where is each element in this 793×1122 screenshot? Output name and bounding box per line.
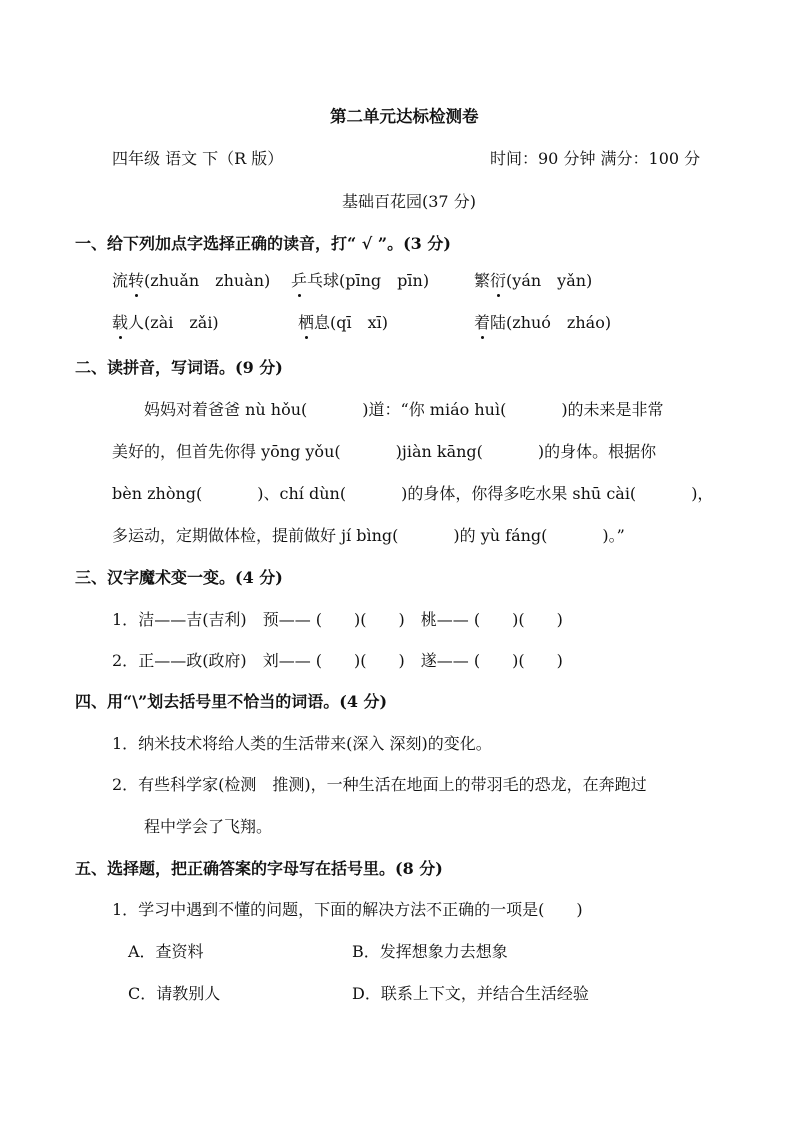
q2-text: )，: [691, 484, 714, 503]
q1-item-post: (yán yǎn): [506, 271, 593, 290]
q1-item-pre: 流: [112, 271, 129, 290]
dotted-char: 衍: [490, 271, 507, 290]
q2-line: [112, 441, 656, 463]
q2-text: )的 yù fáng(: [453, 526, 548, 545]
q3-char: 刘——: [262, 651, 311, 670]
q1-item: [112, 270, 270, 292]
q4-item: 1．纳米技术将给人类的生活带来(深入 深刻)的变化。: [112, 734, 492, 753]
time-score-info: 时间：90 分钟 满分：100 分: [490, 149, 701, 168]
dotted-char: 栖: [298, 313, 315, 332]
dotted-char: 载: [112, 313, 129, 332]
q1-item: [112, 312, 219, 334]
option-c: C．请教别人: [128, 984, 221, 1003]
q2-text: )、chí dùn(: [257, 484, 347, 503]
q3-row: [112, 650, 563, 672]
q3-heading: 三、汉字魔术变一变。(4 分): [75, 568, 283, 587]
q2-text: 多运动，定期做体检，提前做好 jí bìng(: [112, 526, 399, 545]
q3-example: 洁——吉(吉利): [138, 610, 247, 629]
q3-char: 桃——: [420, 610, 469, 629]
dotted-char: 转: [128, 271, 145, 290]
q4-item: 2．有些科学家(检测 推测)，一种生活在地面上的带羽毛的恐龙，在奔跑过: [112, 775, 647, 794]
answer-blank[interactable]: ( )( ): [468, 651, 563, 670]
answer-blank[interactable]: ( )( ): [310, 651, 405, 670]
q2-text: )道：“你 miáo huì(: [362, 400, 507, 419]
answer-blank[interactable]: ( )( ): [468, 610, 563, 629]
q1-item: [298, 312, 388, 334]
q3-char: 遂——: [420, 651, 469, 670]
q3-num: 1．: [112, 610, 139, 629]
grade-info: 四年级 语文 下（R 版）: [112, 149, 284, 168]
q1-item: [474, 270, 592, 292]
q3-row: [112, 609, 563, 631]
q1-item-post: 息(qī xī): [314, 313, 389, 332]
q5-question: 1．学习中遇到不懂的问题，下面的解决方法不正确的一项是( ): [112, 900, 583, 919]
q2-line: [112, 483, 713, 505]
option-a: A．查资料: [128, 942, 204, 961]
part-title: 基础百花园(37 分): [342, 192, 476, 211]
option-b: B．发挥想象力去想象: [352, 942, 508, 961]
q1-item-post: 陆(zhuó zháo): [490, 313, 612, 332]
answer-blank[interactable]: ( )( ): [310, 610, 405, 629]
q4-item-cont: 程中学会了飞翔。: [144, 817, 273, 836]
q2-text: )。”: [602, 526, 625, 545]
q2-text: )的身体，你得多吃水果 shū cài(: [401, 484, 637, 503]
dotted-char: 乒: [291, 271, 308, 290]
q3-example: 正——政(政府): [138, 651, 247, 670]
q1-item-post: 乓球(pīng pīn): [307, 271, 430, 290]
q2-line: [144, 399, 664, 421]
q2-heading: 二、读拼音，写词语。(9 分): [75, 358, 283, 377]
q1-item-pre: 繁: [474, 271, 491, 290]
q4-heading: 四、用“\”划去括号里不恰当的词语。(4 分): [75, 692, 388, 711]
q2-text: )的身体。根据你: [537, 442, 657, 461]
q1-item: [474, 312, 611, 334]
q2-text: )jiàn kāng(: [395, 442, 483, 461]
q1-heading: 一、给下列加点字选择正确的读音，打“ √ ”。(3 分): [75, 234, 451, 253]
q2-line: [112, 525, 625, 547]
q2-text: 妈妈对着爸爸 nù hǒu(: [144, 400, 308, 419]
page-title: 第二单元达标检测卷: [330, 107, 479, 126]
q1-item-post: 人(zài zǎi): [128, 313, 219, 332]
q2-text: bèn zhòng(: [112, 484, 203, 503]
q3-num: 2．: [112, 651, 139, 670]
q1-item: [291, 270, 429, 292]
q2-text: 美好的，但首先你得 yōng yǒu(: [112, 442, 341, 461]
q3-char: 预——: [262, 610, 311, 629]
q5-heading: 五、选择题，把正确答案的字母写在括号里。(8 分): [75, 859, 443, 878]
option-d: D．联系上下文，并结合生活经验: [352, 984, 589, 1003]
q2-text: )的未来是非常: [561, 400, 664, 419]
dotted-char: 着: [474, 313, 491, 332]
q1-item-post: (zhuǎn zhuàn): [144, 271, 271, 290]
